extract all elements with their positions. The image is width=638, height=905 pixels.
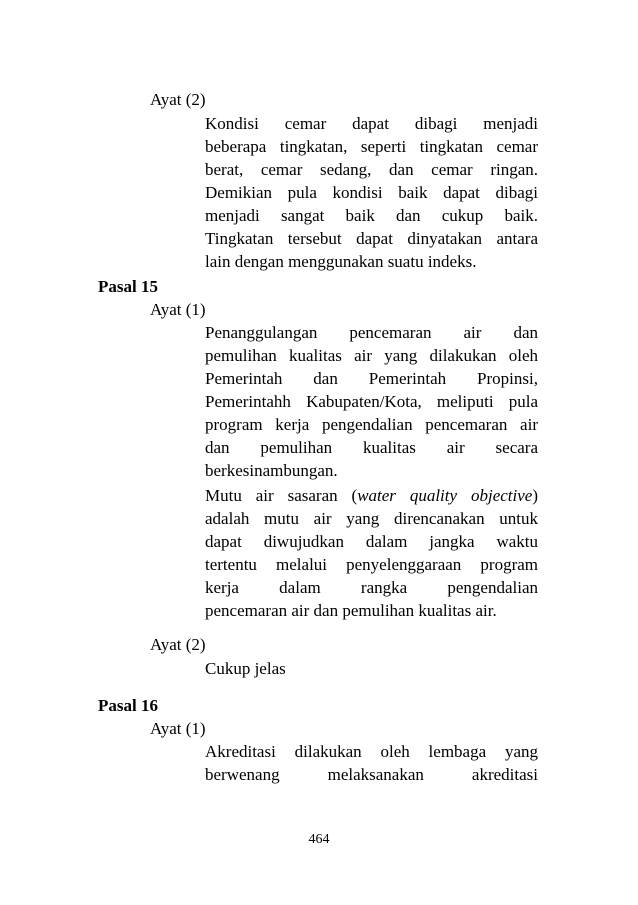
text-fragment: )	[532, 486, 538, 505]
text-line	[205, 484, 538, 507]
text-line: Akreditasi dilakukan oleh lembaga yang	[205, 742, 538, 761]
text-line: berkesinambungan.	[205, 461, 338, 480]
text-line: berwenang melaksanakan akreditasi	[205, 765, 538, 784]
paragraph-mutu-air	[205, 484, 538, 622]
paragraph-penanggulangan	[205, 321, 538, 482]
text-line: Penanggulangan pencemaran air dan	[205, 323, 538, 342]
text-line: kerja dalam rangka pengendalian	[205, 578, 538, 597]
page-number: 464	[308, 832, 330, 847]
ayat-heading: Ayat (2)	[150, 90, 206, 109]
text-line: Tingkatan tersebut dapat dinyatakan antara	[205, 229, 538, 248]
ayat-heading: Ayat (1)	[150, 300, 206, 319]
text-line: beberapa tingkatan, seperti tingkatan cemar	[205, 137, 538, 156]
text-line: Demikian pula kondisi baik dapat dibagi	[205, 183, 538, 202]
text-line: Kondisi cemar dapat dibagi menjadi	[205, 114, 538, 133]
text-fragment: Mutu air sasaran (	[205, 486, 358, 505]
text-line: dapat diwujudkan dalam jangka waktu	[205, 532, 538, 551]
text-line: adalah mutu air yang direncanakan untuk	[205, 509, 538, 528]
text-line: lain dengan menggunakan suatu indeks.	[205, 252, 477, 271]
pasal-heading: Pasal 15	[98, 277, 158, 296]
text-line: menjadi sangat baik dan cukup baik.	[205, 206, 538, 225]
ayat-heading: Ayat (2)	[150, 635, 206, 654]
text-line: Pemerintah dan Pemerintah Propinsi,	[205, 369, 538, 388]
text-line: program kerja pengendalian pencemaran air	[205, 415, 538, 434]
text-line: pencemaran air dan pemulihan kualitas air.	[205, 601, 497, 620]
text-line: tertentu melalui penyelenggaraan program	[205, 555, 538, 574]
italic-term: water quality objective	[357, 486, 533, 505]
text-line: Cukup jelas	[205, 659, 286, 678]
text-line: pemulihan kualitas air yang dilakukan oleh	[205, 346, 538, 365]
pasal-heading: Pasal 16	[98, 696, 158, 715]
text-line: dan pemulihan kualitas air secara	[205, 438, 538, 457]
paragraph-kondisi-cemar	[205, 112, 538, 273]
text-line: berat, cemar sedang, dan cemar ringan.	[205, 160, 538, 179]
paragraph-cukup-jelas	[205, 657, 538, 680]
paragraph-akreditasi	[205, 740, 538, 786]
ayat-heading: Ayat (1)	[150, 719, 206, 738]
text-line: Pemerintahh Kabupaten/Kota, meliputi pula	[205, 392, 538, 411]
